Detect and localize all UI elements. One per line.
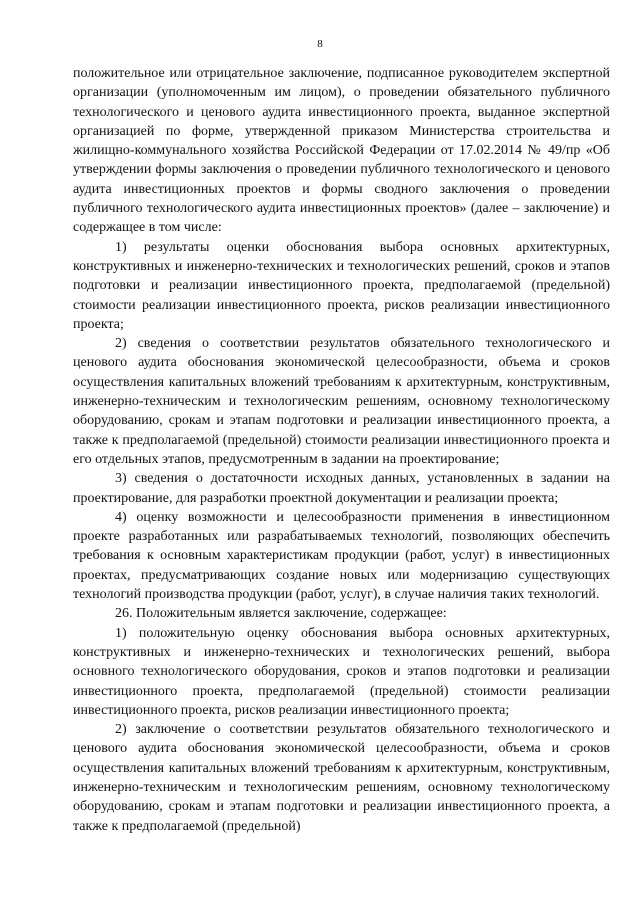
paragraph-clause-26-item-1: 1) положительную оценку обоснования выбора основных архитектурных, конструктивных и инженерно-технических и технологических решений, выбора основного технологического оборудования, сроков и этапов подготовки и реализации инвестиционного проекта, предполагаемой (предельной) стоимости реализации инвестиционного проекта, рисков реализации инвестиционного проекта; <box>73 625 610 718</box>
paragraph-clause-26: 26. Положительным является заключение, содержащее: <box>115 606 447 622</box>
paragraph-conclusion-intro: положительное или отрицательное заключение, подписанное руководителем экспертной организации (уполномоченным им лицом), о проведении обязательного публичного технологического и ценового аудита инвестиционного проекта, выданное экспертной организацией по форме, утвержденной приказом Министерства строительства и жилищно-коммунального хозяйства Российской Федерации от 17.02.2014 № 49/пр «Об утверждении формы заключения о проведении публичного технологического и ценового аудита инвестиционных проектов и формы сводного заключения о проведении публичного технологического аудита инвестиционных проектов» (далее – заключение) и содержащее в том числе: <box>73 66 610 236</box>
paragraph-item-3: 3) сведения о достаточности исходных данных, установленных в задании на проектирование, для разработки проектной документации и реализации проекта; <box>73 471 610 506</box>
paragraph-clause-26-item-2: 2) заключение о соответствии результатов обязательного технологического и ценового аудита обоснования экономической целесообразности, объема и сроков осуществления капитальных вложений требованиям к архитектурным, конструктивным, инженерно-техническим и технологическим решениям, основному технологическому оборудованию, срокам и этапам подготовки и реализации инвестиционного проекта, а также к предполагаемой (предельной) <box>73 722 610 834</box>
paragraph-item-4: 4) оценку возможности и целесообразности применения в инвестиционном проекте разработанных или разрабатываемых технологий, позволяющих обеспечить требования к основным характеристикам продукции (работ, услуг) в инвестиционных проектах, предусматривающих создание новых или модернизацию существующих технологий производства продукции (работ, услуг), в случае наличия таких технологий. <box>73 509 610 603</box>
paragraph-item-1: 1) результаты оценки обоснования выбора основных архитектурных, конструктивных и инженерно-технических и технологических решений, сроков и этапов подготовки и реализации инвестиционного проекта, предполагаемой (предельной) стоимости реализации инвестиционного проекта, рисков реализации инвестиционного проекта; <box>73 239 610 332</box>
page-number: 8 <box>317 38 323 50</box>
paragraph-item-2: 2) сведения о соответствии результатов обязательного технологического и ценового аудита обоснования экономической целесообразности, объема и сроков осуществления капитальных вложений требованиям к архитектурным, конструктивным, инженерно-техническим и технологическим решениям, основному технологическому оборудованию, срокам и этапам подготовки и реализации инвестиционного проекта, а также к предполагаемой (предельной) стоимости реализации инвестиционного проекта и его отдельных этапов, предусмотренным в задании на проектирование; <box>73 336 610 467</box>
body-text <box>73 64 610 836</box>
